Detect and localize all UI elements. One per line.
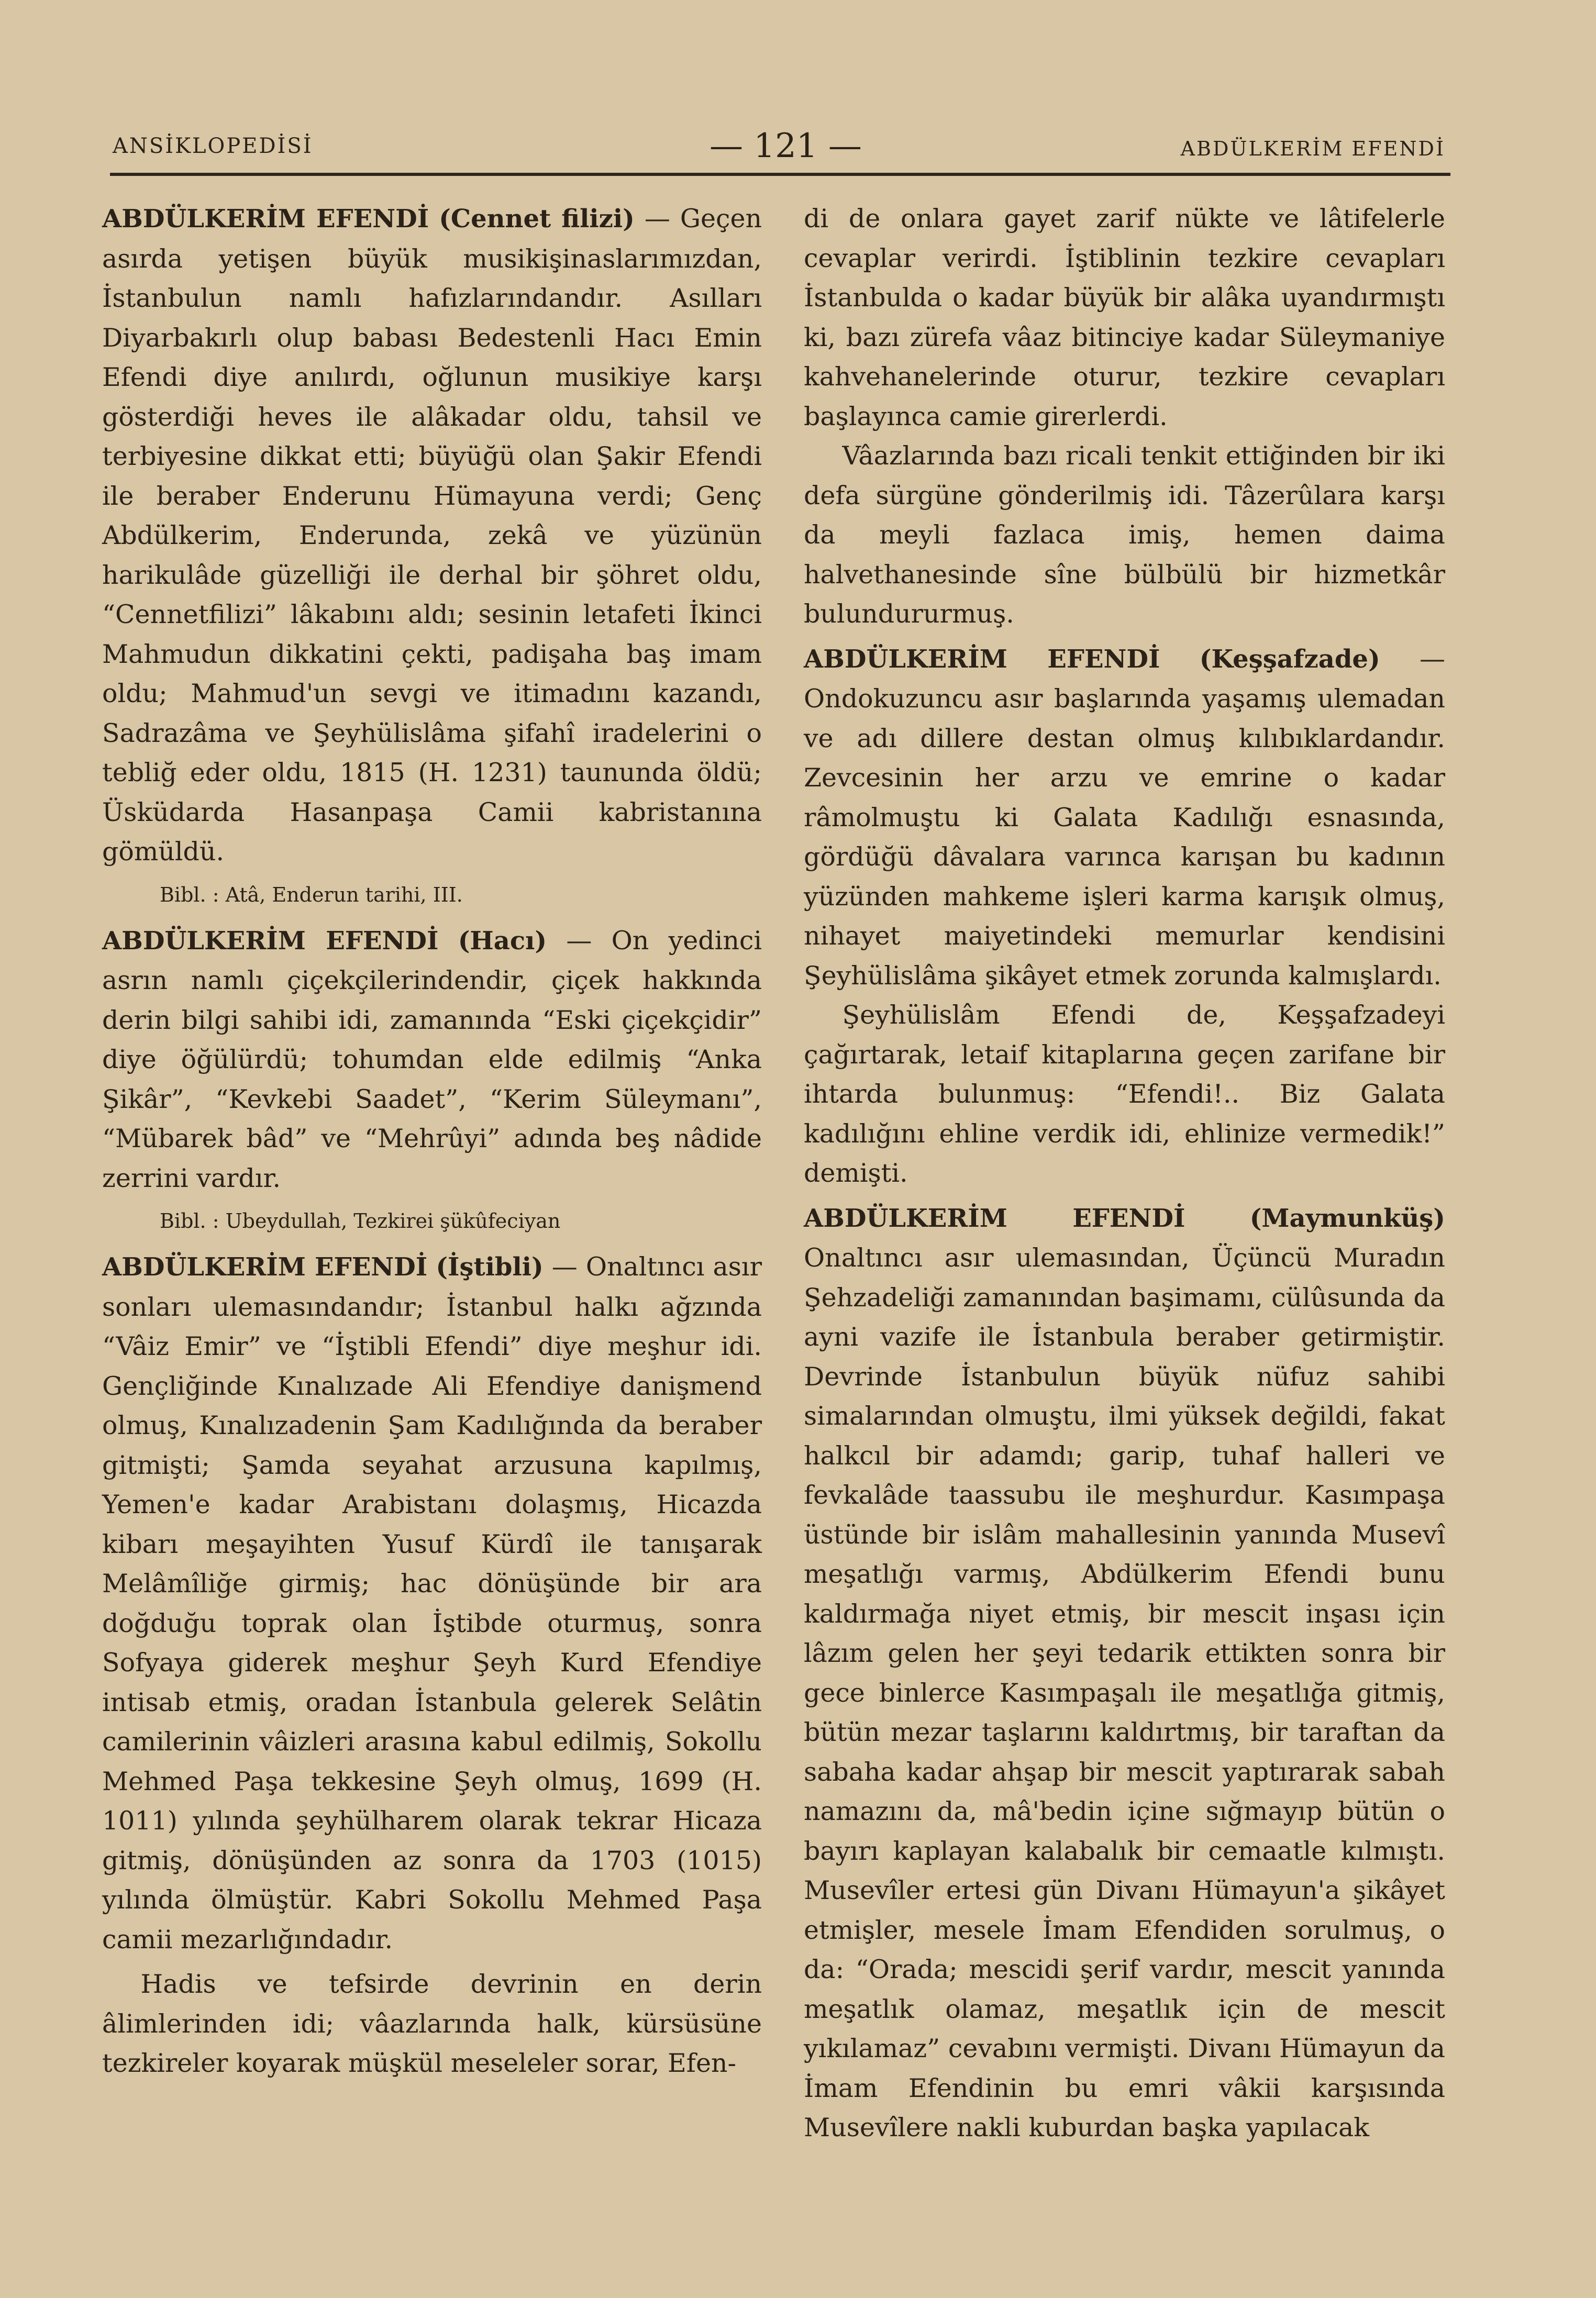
entry-continuation: di de onlara gayet zarif nükte ve lâtifelerle cevaplar verirdi. İştiblinin tezkire cevapları İstanbulda o kadar büyük bir alâka uyandırmıştı ki, bazı zürefa vâaz bitinciye kadar Süleymaniye kahvehanelerinde oturur, tezkire cevapları başlayınca camie girerlerdi. xyxy=(804,204,1445,431)
entry-haci xyxy=(102,921,762,1198)
header-right-title: ABDÜLKERİM EFENDİ xyxy=(1180,137,1445,160)
page-header xyxy=(113,127,1445,173)
entry-text: — Geçen asırda yetişen büyük musikişinaslarımızdan, İstanbulun namlı hafızlarındandır. Asılları Diyarbakırlı olup babası Bedestenli Hacı Emin Efendi diye anılırdı, oğlunun musikiye karşı gösterdiği heves ile alâkadar oldu, tahsil ve terbiyesine dikkat etti; büyüğü olan Şakir Efendi ile beraber Enderunu Hümayuna verdi; Genç Abdülkerim, Enderunda, zekâ ve yüzünün harikulâde güzelliği ile derhal bir şöhret oldu, “Cennetfilizi” lâkabını aldı; sesinin letafeti İkinci Mahmudun dikkatini çekti, padişaha baş imam oldu; Mahmud'un sevgi ve itimadını kazandı, Sadrazâma ve Şeyhülislâma şifahî iradelerini o tebliğ eder oldu, 1815 (H. 1231) taununda öldü; Üsküdarda Hasanpaşa Camii kabristanına gömüldü. xyxy=(102,204,762,867)
entry-title: ABDÜLKERİM EFENDİ xyxy=(804,644,1160,674)
left-column xyxy=(102,199,762,2083)
entry-paragraph: Vâazlarında bazı ricali tenkit ettiğinden bir iki defa sürgüne gönderilmiş idi. Tâzerûlara karşı da meyli fazlaca imiş, hemen daima halvethanesinde sîne bülbülü bir hizmetkâr bulundururmuş. xyxy=(804,441,1445,629)
entry-paragraph: Şeyhülislâm Efendi de, Keşşafzadeyi çağırtarak, letaif kitaplarına geçen zarifane bir ihtarda bulunmuş: “Efendi!.. Biz Galata kadılığını ehline verdik idi, ehlinize vermedik!” demişti. xyxy=(804,1000,1445,1188)
entry-subtitle: (Hacı) xyxy=(458,926,547,956)
entry-cennet-filizi xyxy=(102,199,762,872)
entry-kessafzade xyxy=(804,639,1445,996)
entry-istibli xyxy=(102,1247,762,1959)
entry-title: ABDÜLKERİM EFENDİ xyxy=(804,1203,1185,1233)
entry-text: — On yedinci asrın namlı çiçekçilerindendir, çiçek hakkında derin bilgi sahibi idi, zamanında “Eski çiçekçidir” diye öğülürdü; tohumdan elde edilmiş “Anka Şikâr”, “Kevkebi Saadet”, “Kerim Süleymanı”, “Mübarek bâd” ve “Mehrûyi” adında beş nâdide zerrini vardır. xyxy=(102,925,762,1193)
header-left-title: ANSİKLOPEDİSİ xyxy=(113,134,313,158)
header-rule xyxy=(110,173,1450,176)
bibliography: Bibl. : Atâ, Enderun tarihi, III. xyxy=(160,883,463,906)
entry-subtitle: (Cennet filizi) xyxy=(439,204,635,234)
bibliography: Bibl. : Ubeydullah, Tezkirei şükûfeciyan xyxy=(160,1209,561,1233)
entry-paragraph: Hadis ve tefsirde devrinin en derin âlimlerinden idi; vâazlarında halk, kürsüsüne tezkireler koyarak müşkül meseleler sorar, Efen- xyxy=(102,1969,762,2078)
entry-text: — Onaltıncı asır sonları ulemasındandır; İstanbul halkı ağzında “Vâiz Emir” ve “İştibli Efendi” diye meşhur idi. Gençliğinde Kınalızade Ali Efendiye danişmend olmuş, Kınalızadenin Şam Kadılığında da beraber gitmişti; Şamda seyahat arzusuna kapılmış, Yemen'e kadar Arabistanı dolaşmış, Hicazda kibarı meşayihten Yusuf Kürdî ile tanışarak Melâmîliğe girmiş; hac dönüşünde bir ara doğduğu toprak olan İştibde oturmuş, sonra Sofyaya giderek meşhur Şeyh Kurd Efendiye intisab etmiş, oradan İstanbula gelerek Selâtin camilerinin vâizleri arasına kabul edilmiş, Sokollu Mehmed Paşa tekkesine Şeyh olmuş, 1699 (H. 1011) yılında şeyhülharem olarak tekrar Hicaza gitmiş, dönüşünden az sonra da 1703 (1015) yılında ölmüştür. Kabri Sokollu Mehmed Paşa camii mezarlığındadır. xyxy=(102,1252,762,1955)
entry-title: ABDÜLKERİM EFENDİ xyxy=(102,926,439,956)
entry-maymunkus xyxy=(804,1198,1445,2148)
entry-subtitle: (İştibli) xyxy=(436,1252,544,1282)
page-number: — 121 — xyxy=(710,127,862,165)
entry-subtitle: (Keşşafzade) xyxy=(1199,644,1380,674)
entry-title: ABDÜLKERİM EFENDİ xyxy=(102,204,429,234)
entry-subtitle: (Maymunküş) xyxy=(1249,1203,1445,1233)
entry-text: — Ondokuzuncu asır başlarında yaşamış ulemadan ve adı dillere destan olmuş kılıbıklardandır. Zevcesinin her arzu ve emrine o kadar râmolmuştu ki Galata Kadılığı esnasında, gördüğü dâvalara varınca karışan bu kadının yüzünden mahkeme işleri karma karışık olmuş, nihayet maiyetindeki memurlar kendisini Şeyhülislâma şikâyet etmek zorunda kalmışlardı. xyxy=(804,643,1445,991)
right-column xyxy=(804,199,1445,2148)
entry-title: ABDÜLKERİM EFENDİ xyxy=(102,1252,428,1282)
entry-text: Onaltıncı asır ulemasından, Üçüncü Muradın Şehzadeliği zamanından başimamı, cülûsunda da ayni vazife ile İstanbula beraber getirmiştir. Devrinde İstanbulun büyük nüfuz sahibi simalarından olmuştu, ilmi yüksek değildi, fakat halkcıl bir adamdı; garip, tuhaf halleri ve fevkalâde taassubu ile meşhurdur. Kasımpaşa üstünde bir islâm mahallesinin yanında Musevî meşatlığı varmış, Abdülkerim Efendi bunu kaldırmağa niyet etmiş, bir mescit inşası için lâzım gelen her şeyi tedarik ettikten sonra bir gece binlerce Kasımpaşalı ile meşatlığa gitmiş, bütün mezar taşlarını kaldırtmış, bir taraftan da sabaha kadar ahşap bir mescit yaptırarak sabah namazını da, mâ'bedin içine sığmayıp bütün o bayırı kaplayan kalabalık bir cemaatle kılmıştı. Musevîler ertesi gün Divanı Hümayun'a şikâyet etmişler, mesele İmam Efendiden sorulmuş, o da: “Orada; mescidi şerif vardır, mescit yanında meşatlık olamaz, meşatlık için de mescit yıkılamaz” cevabını vermişti. Divanı Hümayun da İmam Efendinin bu emri vâkii karşısında Musevîlere nakli kuburdan başka yapılacak xyxy=(804,1243,1445,2142)
